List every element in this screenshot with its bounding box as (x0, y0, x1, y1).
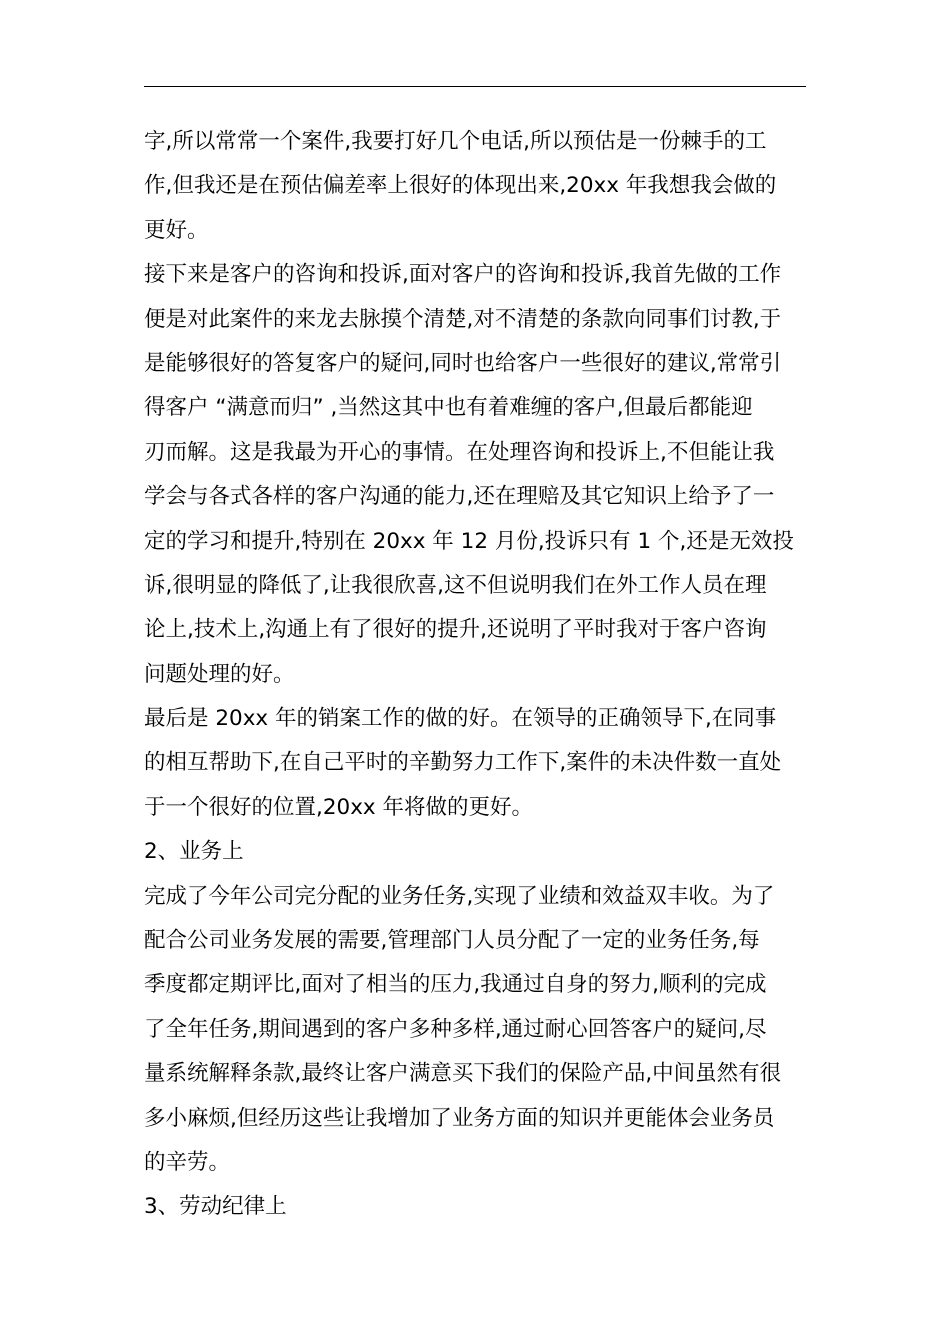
text-line: 更好。 (144, 217, 209, 243)
text-line: 多小麻烦,但经历这些让我增加了业务方面的知识并更能体会业务员 (144, 1105, 775, 1131)
text-line: 配合公司业务发展的需要,管理部门人员分配了一定的业务任务,每 (144, 928, 760, 954)
text-line: 于一个很好的位置,20xx 年将做的更好。 (144, 794, 533, 820)
text-line: 的辛劳。 (144, 1149, 231, 1175)
text-line: 字,所以常常一个案件,我要打好几个电话,所以预估是一份棘手的工 (144, 129, 767, 154)
text-line: 接下来是客户的咨询和投诉,面对客户的咨询和投诉,我首先做的工作 (144, 262, 782, 288)
text-line: 的相互帮助下,在自己平时的辛勤努力工作下,案件的未决件数一直处 (144, 750, 782, 776)
text-line: 论上,技术上,沟通上有了很好的提升,还说明了平时我对于客户咨询 (144, 617, 767, 643)
text-line: 完成了今年公司完分配的业务任务,实现了业绩和效益双丰收。为了 (144, 883, 775, 909)
header-rule (144, 86, 806, 87)
text-line: 最后是 20xx 年的销案工作的做的好。在领导的正确领导下,在同事 (144, 706, 777, 732)
text-line: 诉,很明显的降低了,让我很欣喜,这不但说明我们在外工作人员在理 (144, 572, 767, 598)
text-line: 问题处理的好。 (144, 661, 295, 687)
text-line: 量系统解释条款,最终让客户满意买下我们的保险产品,中间虽然有很 (144, 1061, 782, 1087)
text-line: 定的学习和提升,特别在 20xx 年 12 月份,投诉只有 1 个,还是无效投 (144, 528, 794, 554)
text-line: 季度都定期评比,面对了相当的压力,我通过自身的努力,顺利的完成 (144, 972, 767, 998)
text-line: 学会与各式各样的客户沟通的能力,还在理赔及其它知识上给予了一 (144, 484, 775, 510)
text-line: 是能够很好的答复客户的疑问,同时也给客户一些很好的建议,常常引 (144, 350, 782, 376)
document-body (144, 120, 814, 1230)
section-heading: 3、劳动纪律上 (144, 1194, 287, 1220)
text-line: 作,但我还是在预估偏差率上很好的体现出来,20xx 年我想我会做的 (144, 173, 777, 199)
text-line: 了全年任务,期间遇到的客户多种多样,通过耐心回答客户的疑问,尽 (144, 1016, 767, 1042)
text-line: 便是对此案件的来龙去脉摸个清楚,对不清楚的条款向同事们讨教,于 (144, 306, 782, 332)
text-line: 刃而解。这是我最为开心的事情。在处理咨询和投诉上,不但能让我 (144, 439, 775, 465)
section-heading: 2、业务上 (144, 839, 244, 865)
text-line: 得客户 “满意而归” ,当然这其中也有着难缠的客户,但最后都能迎 (144, 395, 753, 421)
